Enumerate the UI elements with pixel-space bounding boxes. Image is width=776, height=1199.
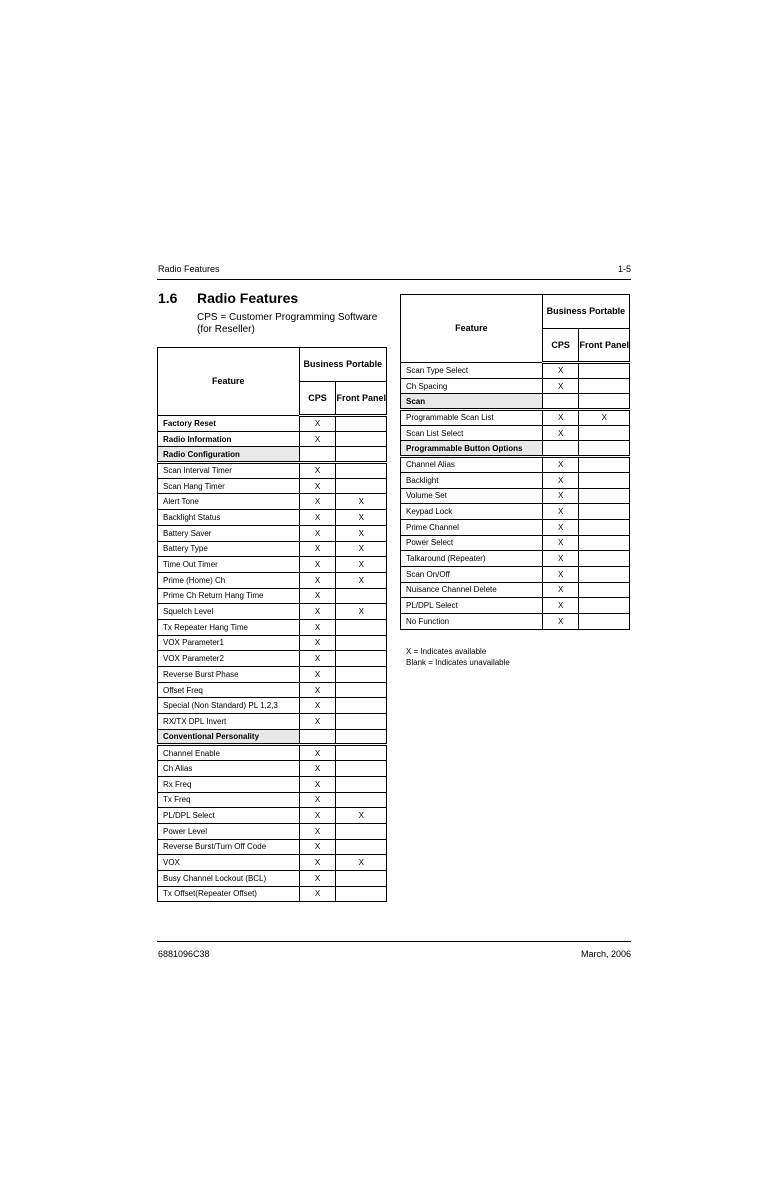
feature-cell: Tx Offset(Repeater Offset) <box>158 886 300 902</box>
feature-column-header: Feature <box>401 295 543 363</box>
feature-cell: Backlight <box>401 472 543 488</box>
table-category-row <box>158 729 387 745</box>
table-row <box>158 792 387 808</box>
table-legend <box>406 646 510 668</box>
group-column-header: Business Portable <box>299 348 386 382</box>
feature-cell: Talkaround (Repeater) <box>401 551 543 567</box>
feature-cell: Alert Tone <box>158 494 300 510</box>
table-row <box>158 572 387 588</box>
feature-cell: Power Level <box>158 823 300 839</box>
feature-cell: Volume Set <box>401 488 543 504</box>
feature-cell: Tx Freq <box>158 792 300 808</box>
cps-cell: X <box>299 541 336 557</box>
front-panel-cell: X <box>336 855 387 871</box>
front-panel-cell <box>336 416 387 432</box>
feature-cell: Conventional Personality <box>158 729 300 745</box>
table-row <box>158 698 387 714</box>
table-row <box>158 541 387 557</box>
front-panel-column-header: Front Panel <box>336 382 387 416</box>
front-panel-cell <box>336 651 387 667</box>
cps-cell: X <box>542 472 579 488</box>
front-panel-cell <box>336 447 387 463</box>
table-row <box>401 410 630 426</box>
front-panel-cell <box>336 745 387 761</box>
cps-cell: X <box>542 410 579 426</box>
cps-cell: X <box>542 519 579 535</box>
feature-cell: Special (Non Standard) PL 1,2,3 <box>158 698 300 714</box>
feature-cell: Scan Hang Timer <box>158 478 300 494</box>
section-heading <box>158 290 298 306</box>
front-panel-cell <box>579 457 630 473</box>
front-panel-cell: X <box>579 410 630 426</box>
front-panel-cell: X <box>336 572 387 588</box>
table-row <box>158 494 387 510</box>
table-row <box>158 588 387 604</box>
feature-cell: VOX Parameter1 <box>158 635 300 651</box>
feature-cell: Scan Type Select <box>401 363 543 379</box>
feature-cell: Channel Alias <box>401 457 543 473</box>
cps-cell: X <box>542 425 579 441</box>
table-row <box>401 566 630 582</box>
cps-cell: X <box>299 431 336 447</box>
table-row <box>158 714 387 730</box>
cps-cell: X <box>542 535 579 551</box>
front-panel-cell <box>336 729 387 745</box>
front-panel-cell <box>579 519 630 535</box>
cps-cell: X <box>542 551 579 567</box>
front-panel-cell <box>579 394 630 410</box>
cps-cell: X <box>299 510 336 526</box>
section-subtitle <box>197 312 377 336</box>
table-row <box>158 525 387 541</box>
cps-cell: X <box>299 619 336 635</box>
feature-cell: Busy Channel Lockout (BCL) <box>158 870 300 886</box>
feature-cell: Time Out Timer <box>158 557 300 573</box>
feature-cell: Prime Channel <box>401 519 543 535</box>
front-panel-cell <box>579 441 630 457</box>
subtitle-line-1: CPS = Customer Programming Software <box>197 312 378 323</box>
section-title: Radio Features <box>197 290 299 306</box>
table-category-row <box>158 447 387 463</box>
cps-cell: X <box>542 363 579 379</box>
table-row <box>158 886 387 902</box>
cps-cell: X <box>542 488 579 504</box>
feature-cell: Keypad Lock <box>401 504 543 520</box>
cps-cell: X <box>542 504 579 520</box>
front-panel-cell <box>336 714 387 730</box>
feature-cell: Backlight Status <box>158 510 300 526</box>
feature-cell: Power Select <box>401 535 543 551</box>
feature-cell: VOX <box>158 855 300 871</box>
table-row <box>158 635 387 651</box>
feature-cell: Reverse Burst Phase <box>158 667 300 683</box>
feature-cell: Prime Ch Return Hang Time <box>158 588 300 604</box>
front-panel-cell: X <box>336 808 387 824</box>
cps-cell: X <box>299 839 336 855</box>
table-category-row <box>401 441 630 457</box>
table-row <box>401 582 630 598</box>
front-panel-cell <box>336 839 387 855</box>
cps-cell: X <box>299 761 336 777</box>
front-panel-cell <box>579 472 630 488</box>
table-row <box>158 557 387 573</box>
cps-cell: X <box>299 572 336 588</box>
feature-cell: Ch Spacing <box>401 378 543 394</box>
cps-cell: X <box>299 745 336 761</box>
feature-cell: Scan On/Off <box>401 566 543 582</box>
document-number: 6881096C38 <box>158 949 210 959</box>
table-row <box>158 870 387 886</box>
table-row <box>401 598 630 614</box>
feature-cell: VOX Parameter2 <box>158 651 300 667</box>
feature-cell: Radio Configuration <box>158 447 300 463</box>
cps-cell: X <box>299 886 336 902</box>
table-row <box>401 614 630 630</box>
front-panel-cell <box>579 363 630 379</box>
running-header-title: Radio Features <box>158 264 220 274</box>
cps-cell: X <box>299 682 336 698</box>
feature-table-right-body <box>401 363 630 630</box>
table-row <box>158 463 387 479</box>
front-panel-cell <box>336 682 387 698</box>
table-row <box>158 651 387 667</box>
front-panel-cell <box>579 504 630 520</box>
cps-cell: X <box>542 566 579 582</box>
feature-cell: PL/DPL Select <box>401 598 543 614</box>
table-row <box>401 488 630 504</box>
feature-cell: Reverse Burst/Turn Off Code <box>158 839 300 855</box>
front-panel-cell <box>336 823 387 839</box>
feature-cell: Squelch Level <box>158 604 300 620</box>
front-panel-cell <box>579 425 630 441</box>
table-row <box>158 839 387 855</box>
front-panel-cell <box>336 886 387 902</box>
front-panel-cell <box>336 698 387 714</box>
table-row <box>158 431 387 447</box>
cps-cell: X <box>542 457 579 473</box>
front-panel-cell: X <box>336 557 387 573</box>
cps-cell: X <box>299 808 336 824</box>
table-row <box>158 745 387 761</box>
front-panel-cell <box>579 614 630 630</box>
front-panel-cell <box>579 535 630 551</box>
front-panel-cell <box>336 619 387 635</box>
table-row <box>158 682 387 698</box>
table-row <box>158 776 387 792</box>
cps-cell: X <box>542 582 579 598</box>
front-panel-cell <box>579 488 630 504</box>
feature-cell: Scan Interval Timer <box>158 463 300 479</box>
feature-cell: Factory Reset <box>158 416 300 432</box>
feature-cell: Ch Alias <box>158 761 300 777</box>
group-column-header: Business Portable <box>542 295 629 329</box>
front-panel-cell: X <box>336 525 387 541</box>
footer-rule <box>157 941 631 942</box>
cps-cell: X <box>299 714 336 730</box>
table-row <box>158 761 387 777</box>
front-panel-cell <box>579 566 630 582</box>
table-row <box>401 472 630 488</box>
table-row <box>158 667 387 683</box>
feature-cell: Scan List Select <box>401 425 543 441</box>
legend-available: X = Indicates available <box>406 647 487 656</box>
document-date: March, 2006 <box>580 949 631 959</box>
front-panel-column-header: Front Panel <box>579 329 630 363</box>
table-row <box>401 535 630 551</box>
table-row <box>158 619 387 635</box>
cps-cell <box>299 729 336 745</box>
feature-table-left <box>157 347 387 902</box>
front-panel-cell <box>579 378 630 394</box>
page-number: 1-5 <box>617 264 631 274</box>
feature-cell: Radio Information <box>158 431 300 447</box>
feature-table-right <box>400 294 630 630</box>
table-row <box>158 478 387 494</box>
cps-cell: X <box>299 494 336 510</box>
cps-cell: X <box>299 698 336 714</box>
feature-cell: Battery Type <box>158 541 300 557</box>
cps-cell: X <box>299 557 336 573</box>
table-row <box>158 416 387 432</box>
table-row <box>401 378 630 394</box>
table-row <box>401 504 630 520</box>
front-panel-cell <box>336 431 387 447</box>
cps-cell: X <box>299 588 336 604</box>
cps-cell: X <box>299 463 336 479</box>
feature-table-left-body <box>158 416 387 902</box>
front-panel-cell <box>336 463 387 479</box>
feature-cell: Nuisance Channel Delete <box>401 582 543 598</box>
table-row <box>158 510 387 526</box>
header-rule <box>157 279 631 280</box>
subtitle-line-2: (for Reseller) <box>197 324 255 335</box>
cps-column-header: CPS <box>542 329 579 363</box>
front-panel-cell: X <box>336 510 387 526</box>
legend-unavailable: Blank = Indicates unavailable <box>406 658 510 667</box>
table-row <box>401 363 630 379</box>
cps-cell: X <box>299 792 336 808</box>
front-panel-cell <box>336 588 387 604</box>
front-panel-cell <box>336 761 387 777</box>
feature-cell: PL/DPL Select <box>158 808 300 824</box>
table-row <box>401 425 630 441</box>
front-panel-cell <box>579 551 630 567</box>
cps-cell: X <box>299 870 336 886</box>
table-row <box>158 855 387 871</box>
cps-cell: X <box>299 776 336 792</box>
front-panel-cell <box>579 598 630 614</box>
front-panel-cell <box>579 582 630 598</box>
front-panel-cell <box>336 667 387 683</box>
feature-cell: Scan <box>401 394 543 410</box>
cps-cell: X <box>299 604 336 620</box>
cps-cell: X <box>299 635 336 651</box>
feature-cell: Tx Repeater Hang Time <box>158 619 300 635</box>
cps-cell: X <box>542 378 579 394</box>
cps-cell: X <box>299 651 336 667</box>
front-panel-cell <box>336 478 387 494</box>
feature-cell: No Function <box>401 614 543 630</box>
cps-column-header: CPS <box>299 382 336 416</box>
cps-cell: X <box>299 667 336 683</box>
feature-cell: Battery Saver <box>158 525 300 541</box>
cps-cell: X <box>542 598 579 614</box>
cps-cell: X <box>299 416 336 432</box>
cps-cell <box>542 394 579 410</box>
cps-cell: X <box>542 614 579 630</box>
feature-cell: Prime (Home) Ch <box>158 572 300 588</box>
table-row <box>401 457 630 473</box>
front-panel-cell: X <box>336 604 387 620</box>
front-panel-cell: X <box>336 541 387 557</box>
front-panel-cell <box>336 792 387 808</box>
front-panel-cell <box>336 635 387 651</box>
table-row <box>158 604 387 620</box>
cps-cell: X <box>299 525 336 541</box>
feature-cell: Channel Enable <box>158 745 300 761</box>
table-category-row <box>401 394 630 410</box>
feature-cell: Programmable Scan List <box>401 410 543 426</box>
cps-cell <box>299 447 336 463</box>
front-panel-cell <box>336 776 387 792</box>
front-panel-cell: X <box>336 494 387 510</box>
cps-cell: X <box>299 478 336 494</box>
cps-cell: X <box>299 855 336 871</box>
feature-cell: Programmable Button Options <box>401 441 543 457</box>
table-row <box>401 519 630 535</box>
feature-cell: RX/TX DPL Invert <box>158 714 300 730</box>
feature-cell: Offset Freq <box>158 682 300 698</box>
cps-cell <box>542 441 579 457</box>
cps-cell: X <box>299 823 336 839</box>
table-row <box>158 823 387 839</box>
table-row <box>158 808 387 824</box>
feature-cell: Rx Freq <box>158 776 300 792</box>
section-number: 1.6 <box>158 290 178 306</box>
table-row <box>401 551 630 567</box>
front-panel-cell <box>336 870 387 886</box>
feature-column-header: Feature <box>158 348 300 416</box>
